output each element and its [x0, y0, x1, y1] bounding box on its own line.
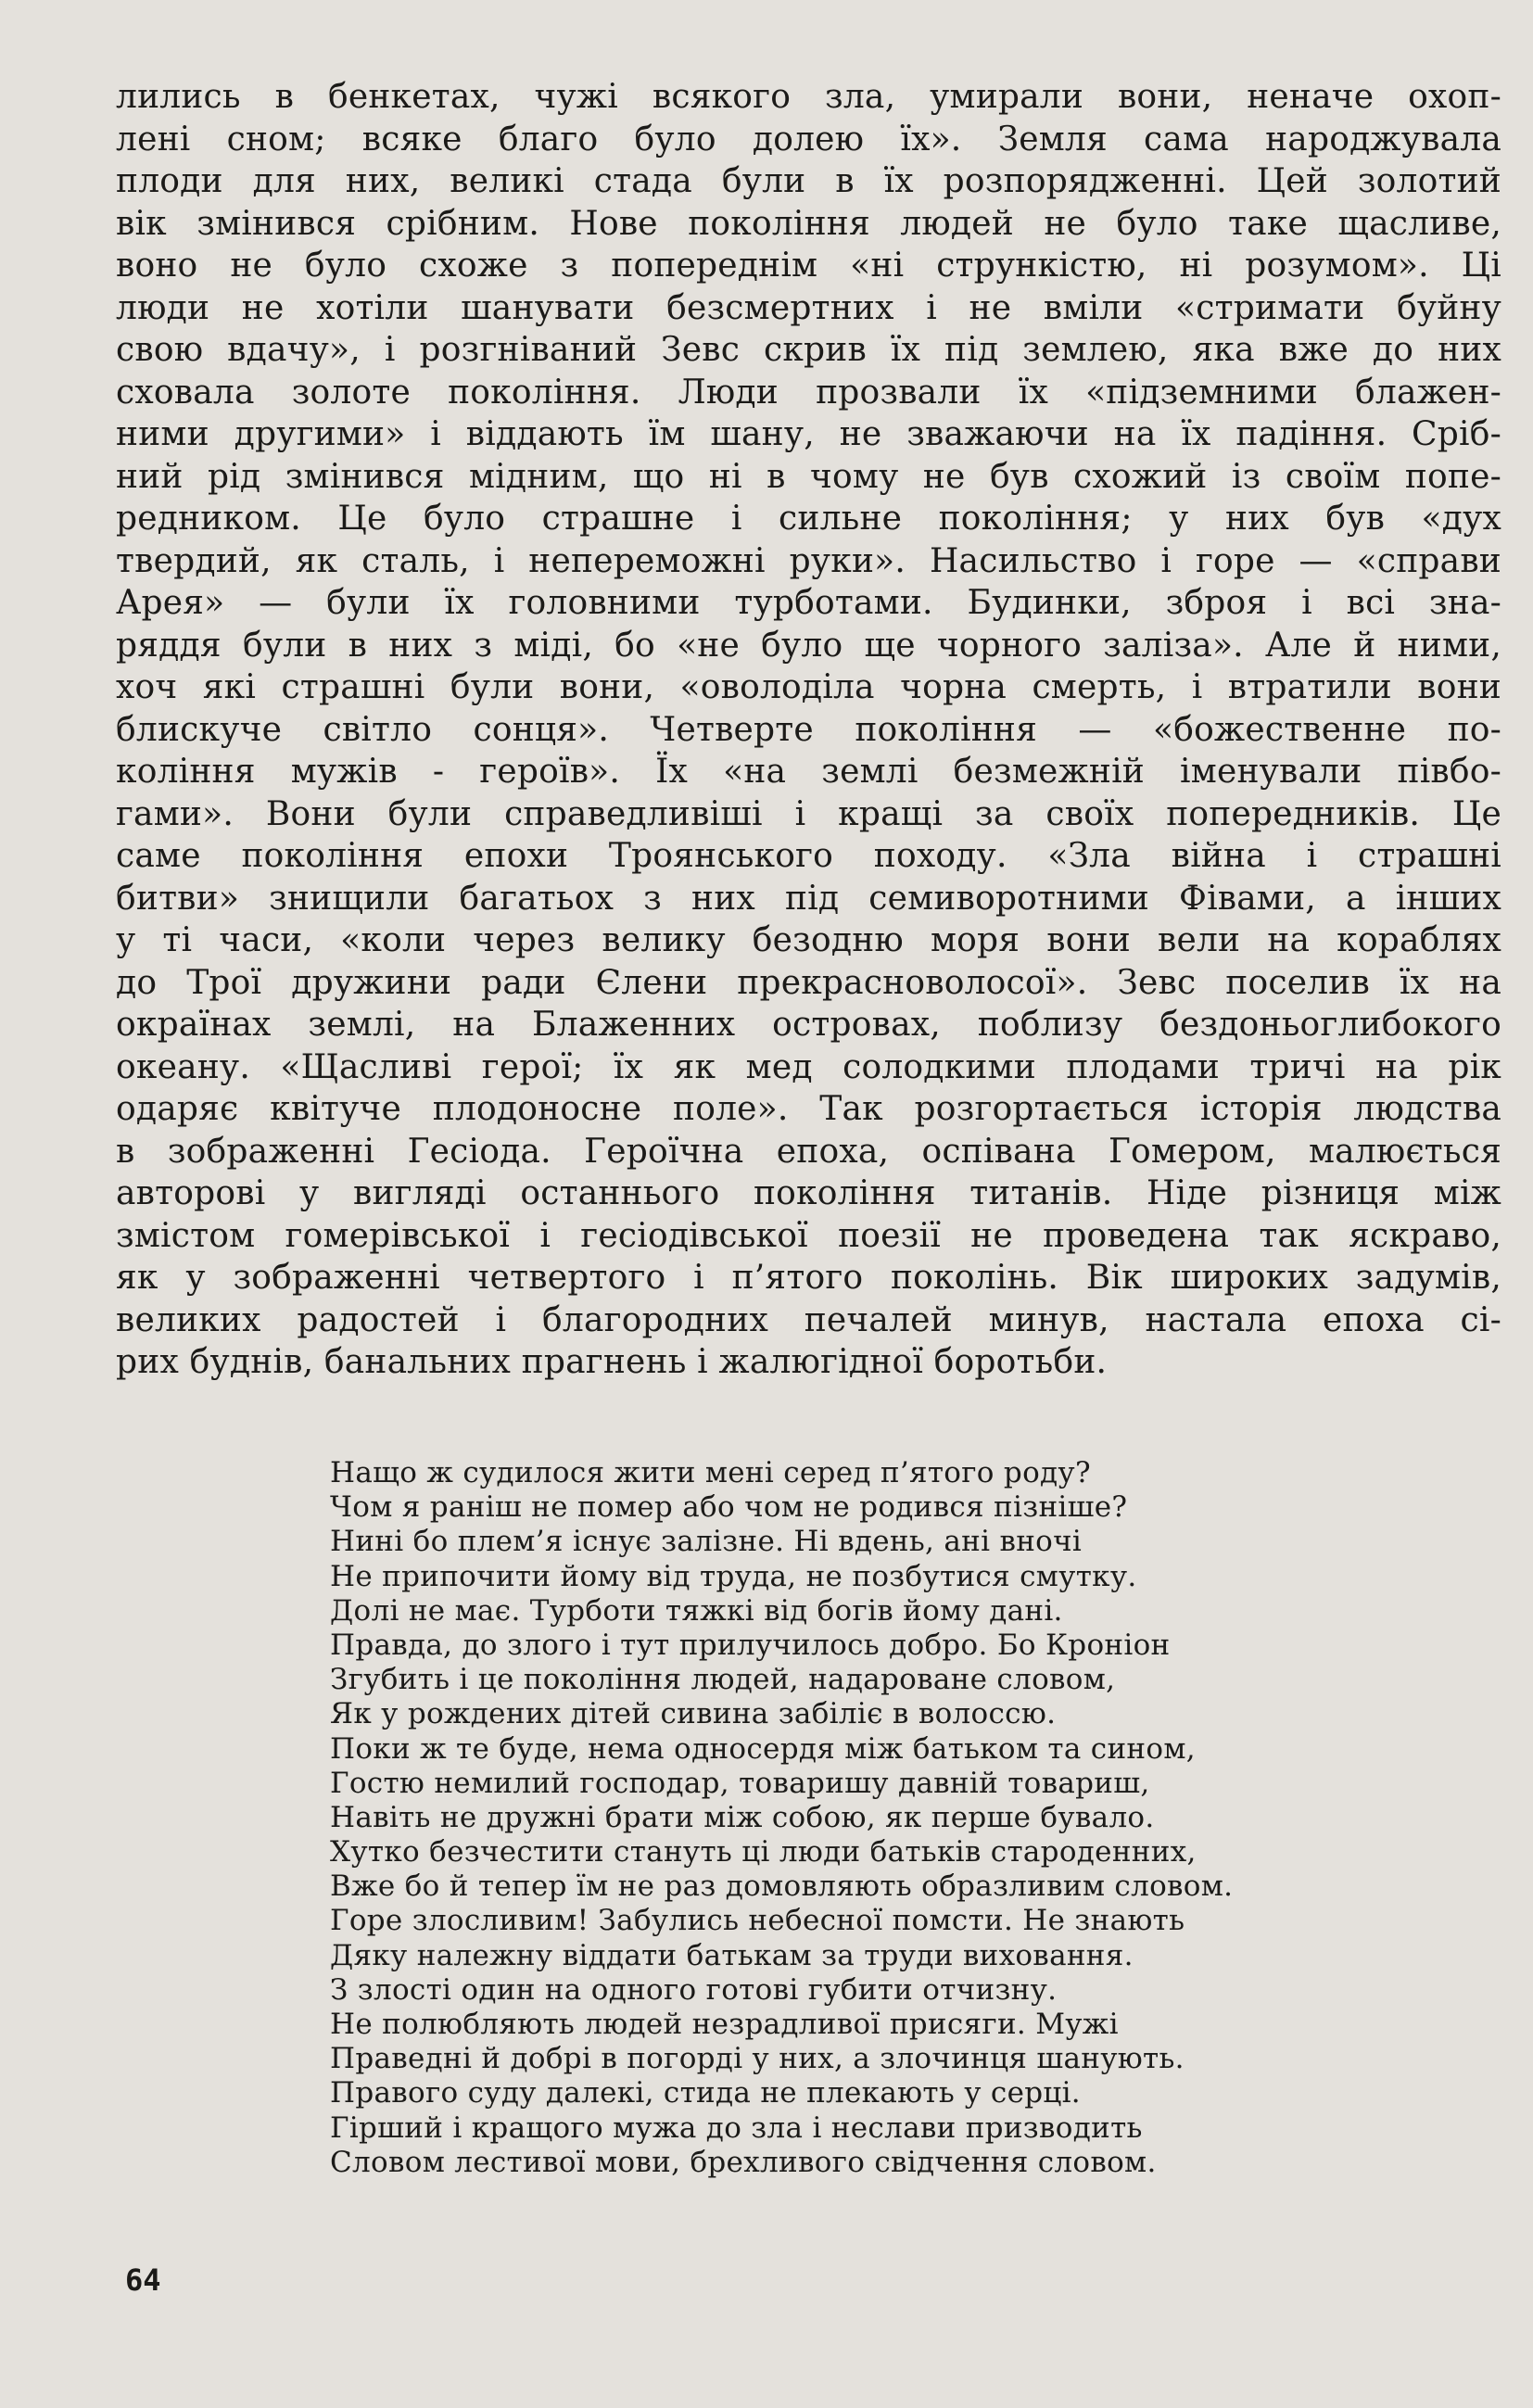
poem-line: Словом лестивої мови, брехливого свідчення словом.	[330, 2145, 1157, 2179]
poem-line: Дяку належну віддати батькам за труди виховання.	[330, 1938, 1134, 1972]
prose-line: окраїнах землі, на Блаженних островах, поблизу бездоньоглибокого	[116, 1006, 1501, 1044]
prose-line: хоч які страшні були вони, «оволоділа чорна смерть, і втратили вони	[116, 668, 1501, 706]
poem-line: Не полюбляють людей незрадливої присяги. Мужі	[330, 2008, 1119, 2041]
prose-line: сховала золоте покоління. Люди прозвали їх «підземними блажен-	[116, 373, 1501, 412]
poem-line: Нині бо плем’я існує залізне. Ні вдень, ані вночі	[330, 1525, 1083, 1559]
page-number: 64	[125, 2262, 161, 2298]
poem-line: Праведні й добрі в погорді у них, а злочинця шанують.	[330, 2042, 1185, 2076]
poem-line: Гостю немилий господар, товаришу давній товариш,	[330, 1766, 1150, 1800]
prose-line: твердий, як сталь, і непереможні руки». Насильство і горе — «справи	[116, 541, 1501, 580]
poem-line: Горе злосливим! Забулись небесної помсти. Не знають	[330, 1904, 1185, 1938]
prose-line: змістом гомерівської і гесіодівської поезії не проведена так яскраво,	[116, 1216, 1501, 1255]
poem-line: Не припочити йому від труда, не позбутися смутку.	[330, 1559, 1137, 1593]
poem-line: Хутко безчестити стануть ці люди батьків староденних,	[330, 1835, 1197, 1869]
prose-line: вік змінився срібним. Нове покоління людей не було таке щасливе,	[116, 204, 1501, 243]
poem-line: Гірший і кращого мужа до зла і неслави призводить	[330, 2110, 1143, 2145]
poem-line: Правого суду далекі, стида не плекають у серці.	[330, 2076, 1081, 2110]
poem-line: Правда, до злого і тут прилучилось добро. Бо Кроніон	[330, 1628, 1171, 1662]
poem-line: Як у рождених дітей сивина забіліє в волоссю.	[330, 1697, 1057, 1731]
prose-line: люди не хотіли шанувати безсмертних і не вміли «стримати буйну	[116, 288, 1501, 327]
prose-line: ними другими» і віддають їм шану, не зважаючи на їх падіння. Сріб-	[116, 415, 1501, 453]
prose-line: в зображенні Гесіода. Героїчна епоха, оспівана Гомером, малюється	[116, 1132, 1501, 1171]
poem-line: Долі не має. Турботи тяжкі від богів йому дані.	[330, 1593, 1063, 1628]
prose-line: лились в бенкетах, чужі всякого зла, умирали вони, неначе охоп-	[116, 78, 1501, 116]
prose-line: лені сном; всяке благо було долею їх». Земля сама народжувала	[116, 120, 1501, 158]
prose-line: саме покоління епохи Троянського походу. «Зла війна і страшні	[116, 837, 1501, 875]
prose-line: ний рід змінився мідним, що ні в чому не був схожий із своїм попе-	[116, 457, 1501, 496]
prose-line: авторові у вигляді останнього покоління титанів. Ніде різниця між	[116, 1174, 1501, 1212]
prose-line: коління мужів - героїв». Їх «на землі безмежній іменували півбо-	[116, 753, 1501, 791]
prose-line: як у зображенні четвертого і п’ятого поколінь. Вік широких задумів,	[116, 1259, 1501, 1297]
prose-line: одаряє квітуче плодоносне поле». Так розгортається історія людства	[116, 1090, 1501, 1128]
prose-line: до Трої дружини ради Єлени прекрасноволосої». Зевс поселив їх на	[116, 963, 1501, 1002]
prose-line: гами». Вони були справедливіші і кращі за своїх попередників. Це	[116, 794, 1501, 833]
prose-line: океану. «Щасливі герої; їх як мед солодкими плодами тричі на рік	[116, 1047, 1501, 1086]
poem-line: Поки ж те буде, нема односердя між батьком та сином,	[330, 1731, 1196, 1766]
prose-line: редником. Це було страшне і сильне покоління; у них був «дух	[116, 500, 1501, 538]
prose-line: рих буднів, банальних прагнень і жалюгідної боротьби.	[116, 1343, 1108, 1381]
prose-line: ряддя були в них з міді, бо «не було ще чорного заліза». Але й ними,	[116, 626, 1501, 665]
prose-paragraph	[116, 76, 1501, 1384]
prose-line: у ті часи, «коли через велику безодню моря вони вели на кораблях	[116, 921, 1501, 959]
poem-line: З злості один на одного готові губити отчизну.	[330, 1972, 1058, 2007]
prose-line: битви» знищили багатьох з них під семиворотними Фівами, а інших	[116, 879, 1501, 918]
poem-line: Навіть не дружні брати між собою, як перше бувало.	[330, 1800, 1155, 1834]
prose-line: свою вдачу», і розгніваний Зевс скрив їх під землею, яка вже до них	[116, 331, 1501, 369]
prose-line: воно не було схоже з попереднім «ні стрункістю, ні розумом». Ці	[116, 247, 1501, 285]
prose-line: великих радостей і благородних печалей минув, настала епоха сі-	[116, 1300, 1501, 1339]
prose-line: Арея» — були їх головними турботами. Будинки, зброя і всі зна-	[116, 584, 1501, 622]
poem-quotation	[330, 1456, 1424, 2180]
poem-line: Чом я раніш не помер або чом не родився пізніше?	[330, 1490, 1128, 1525]
prose-line: блискуче світло сонця». Четверте покоління — «божественне по-	[116, 710, 1501, 749]
poem-line: Нащо ж судилося жити мені серед п’ятого роду?	[330, 1456, 1091, 1489]
poem-line: Вже бо й тепер їм не раз домовляють образливим словом.	[330, 1869, 1234, 1904]
prose-line: плоди для них, великі стада були в їх розпорядженні. Цей золотий	[116, 162, 1501, 200]
poem-line: Згубить і це покоління людей, надароване словом,	[330, 1663, 1116, 1697]
